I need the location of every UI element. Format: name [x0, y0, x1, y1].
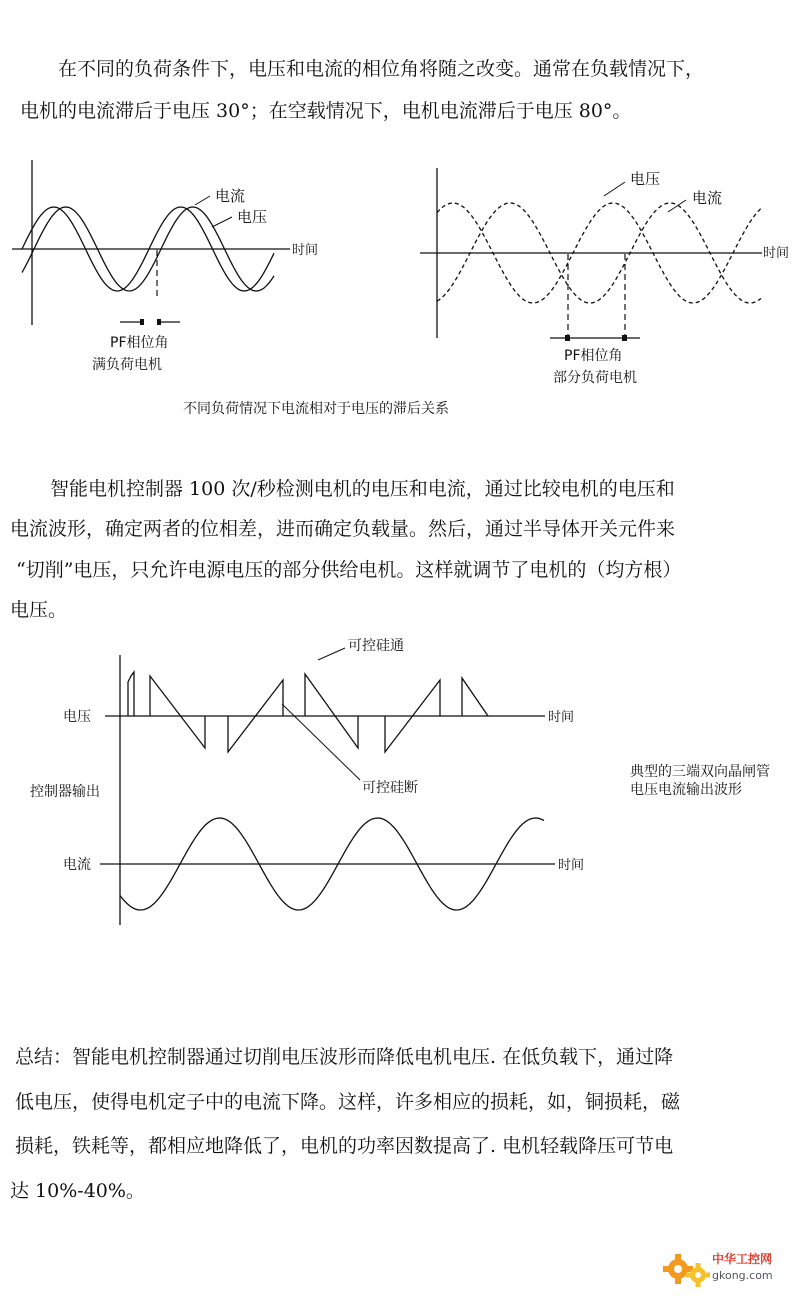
- leader-line: [318, 648, 345, 660]
- label-voltage: 电压: [237, 208, 268, 226]
- label-voltage: 电压: [63, 709, 91, 725]
- label-scr-on: 可控硅通: [348, 638, 404, 654]
- label-scr-off: 可控硅断: [362, 780, 418, 796]
- label-controller-output: 控制器输出: [30, 784, 100, 800]
- pf-bracket-tick: [622, 335, 627, 341]
- label-time: 时间: [548, 710, 575, 725]
- pf-bracket-tick: [140, 319, 144, 325]
- label-current: 电流: [215, 187, 246, 205]
- paragraph-line: 电压。: [10, 599, 68, 621]
- current-wave: [120, 818, 544, 910]
- leader-line: [604, 182, 625, 196]
- chopped-voltage-wave: [128, 672, 488, 752]
- leader-line: [282, 704, 360, 780]
- paragraph-line: “切削”电压，只允许电源电压的部分供给电机。这样就调节了电机的（均方根）: [16, 559, 682, 581]
- side-note-line: 电压电流输出波形: [630, 782, 742, 798]
- paragraph-line: 电流波形，确定两者的位相差，进而确定负载量。然后，通过半导体开关元件来: [10, 518, 676, 540]
- paragraph-line: 低电压，使得电机定子中的电流下降。这样，许多相应的损耗，如，铜损耗，磁: [15, 1091, 681, 1113]
- label-voltage: 电压: [630, 170, 661, 188]
- leader-line: [212, 217, 232, 227]
- paragraph-line: 总结：智能电机控制器通过切削电压波形而降低电机电压. 在低负载下，通过降: [15, 1046, 674, 1068]
- paragraph-line: 电机的电流滞后于电压 30°；在空载情况下，电机电流滞后于电压 80°。: [20, 100, 632, 122]
- label-pf-angle: PF相位角: [564, 348, 623, 364]
- watermark-url: gkong.com: [712, 1269, 773, 1282]
- leader-line: [195, 196, 210, 205]
- gear-logo-icon: [662, 1245, 792, 1289]
- label-full-load: 满负荷电机: [92, 357, 162, 373]
- label-time: 时间: [558, 858, 585, 873]
- paragraph-line: 达 10%-40%。: [10, 1180, 145, 1202]
- label-time: 时间: [292, 243, 319, 258]
- label-pf-angle: PF相位角: [110, 335, 169, 351]
- full-load-diagram: [12, 160, 318, 373]
- label-partial-load: 部分负荷电机: [553, 370, 637, 386]
- pf-bracket-tick: [565, 335, 570, 341]
- label-time: 时间: [763, 246, 790, 261]
- label-current: 电流: [63, 857, 91, 873]
- paragraph-line: 智能电机控制器 100 次/秒检测电机的电压和电流，通过比较电机的电压和: [50, 478, 675, 500]
- watermark-cn: 中华工控网: [712, 1252, 773, 1266]
- paragraph-line: 损耗，铁耗等，都相应地降低了，电机的功率因数提高了. 电机轻载降压可节电: [15, 1135, 674, 1157]
- paragraph-line: 在不同的负荷条件下，电压和电流的相位角将随之改变。通常在负载情况下，: [58, 58, 705, 80]
- side-note-line: 典型的三端双向晶闸管: [630, 764, 770, 780]
- gkong-watermark: [662, 1245, 792, 1289]
- figure-caption: 不同负荷情况下电流相对于电压的滞后关系: [183, 401, 449, 417]
- phase-lag-figure: [0, 0, 800, 440]
- pf-bracket-tick: [157, 319, 161, 325]
- label-current: 电流: [692, 189, 723, 207]
- partial-load-diagram: [420, 168, 789, 386]
